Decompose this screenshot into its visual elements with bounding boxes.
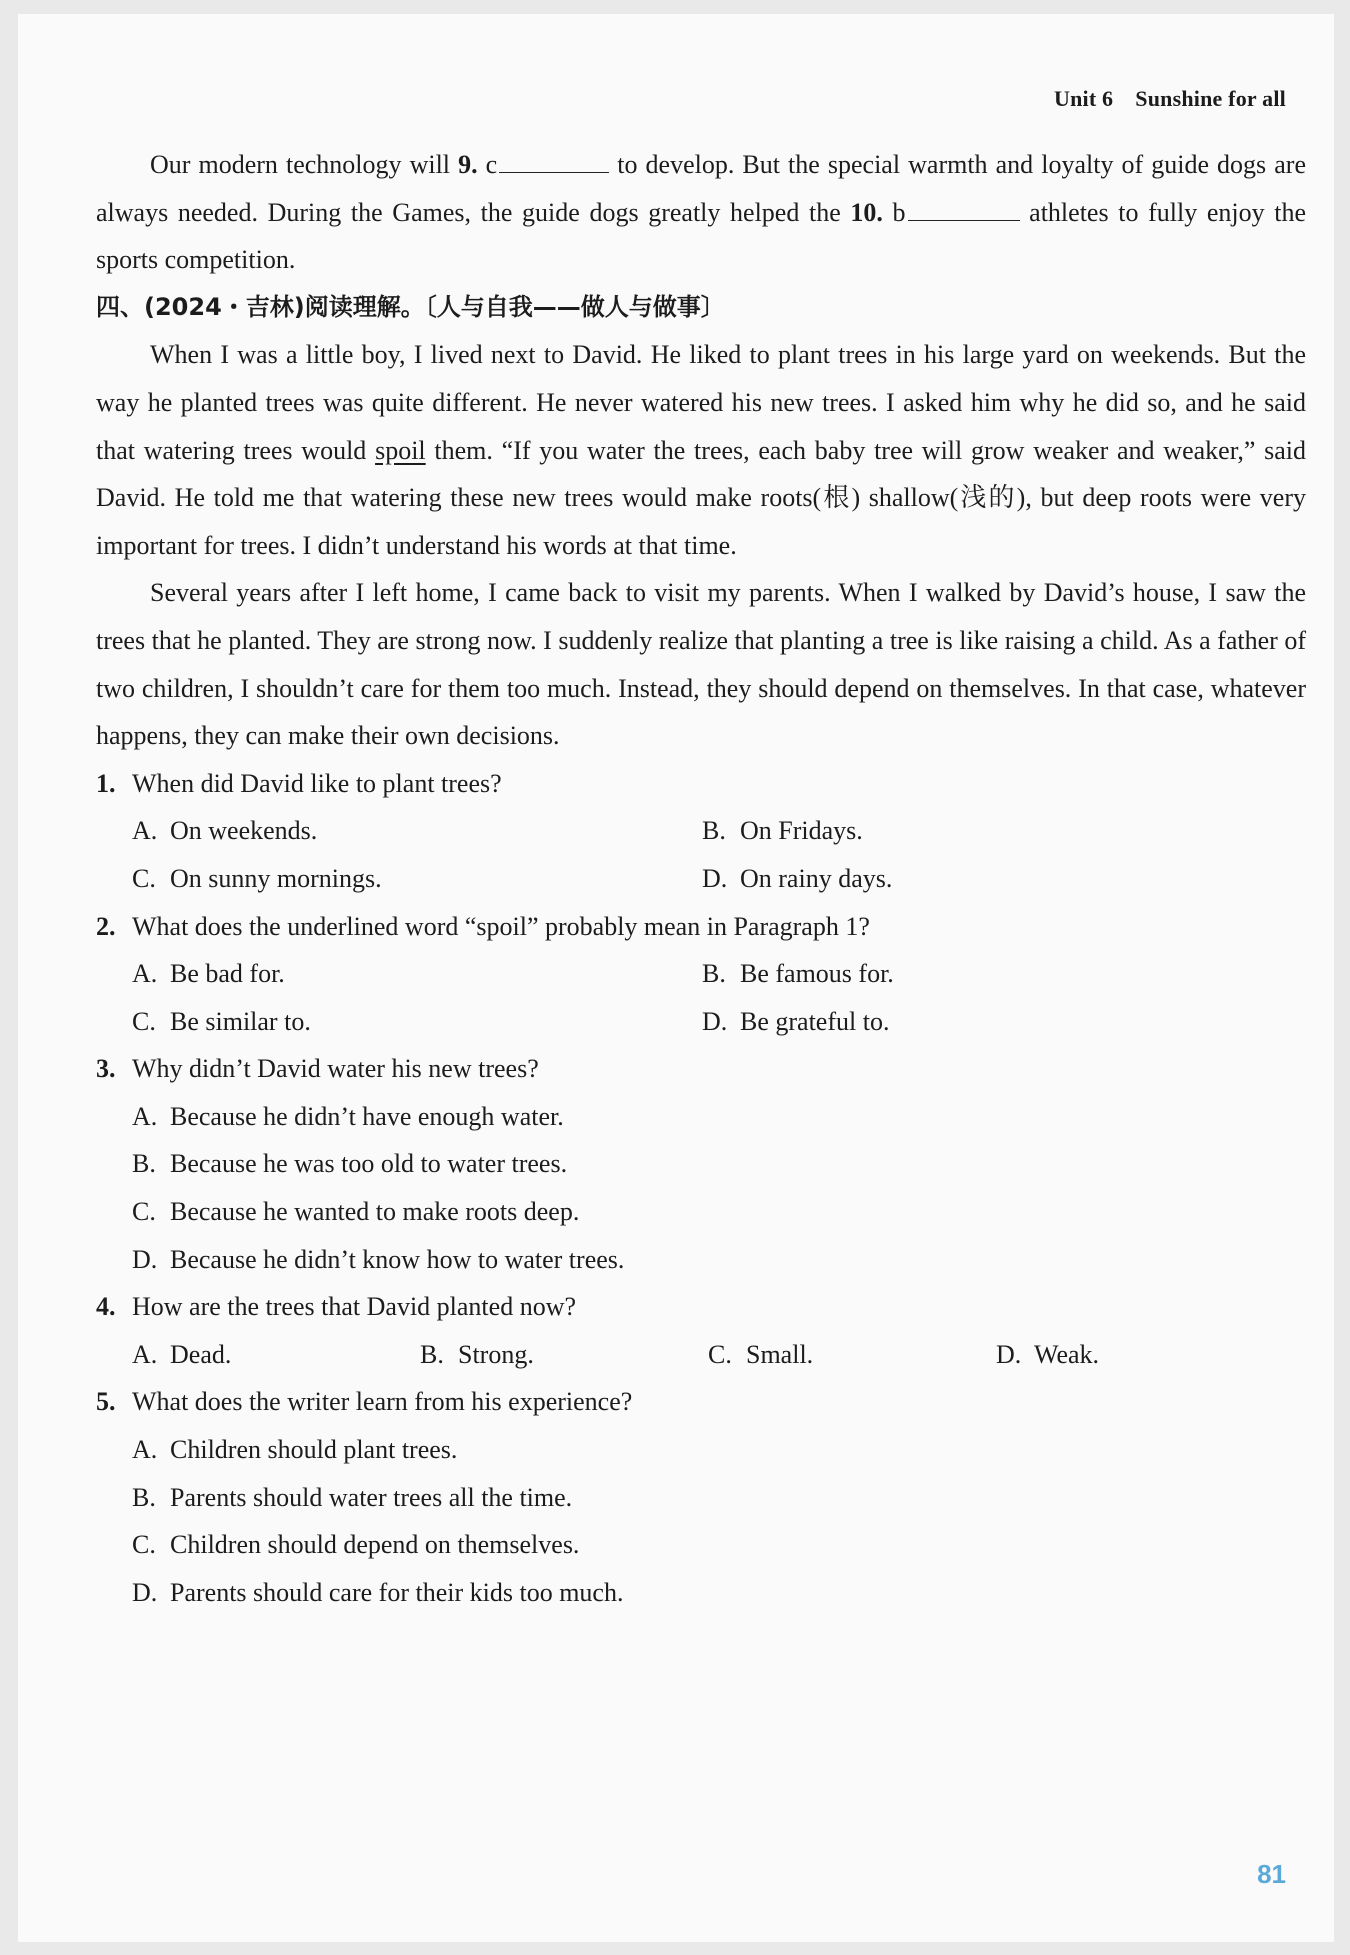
option-letter: D. xyxy=(996,1339,1022,1369)
question-3 xyxy=(96,1045,1306,1283)
cloze-text: to develop. But the special warmth and loyalty of guide dogs are always needed. During the Games, the guide dogs greatly helped the xyxy=(96,150,1306,227)
option-text: Small. xyxy=(746,1339,814,1369)
option-d[interactable] xyxy=(702,855,1272,903)
option-text: Because he wanted to make roots deep. xyxy=(170,1197,580,1227)
option-letter: D. xyxy=(132,1244,158,1274)
option-letter: A. xyxy=(132,816,158,846)
option-text: Be bad for. xyxy=(170,959,285,989)
answer-blank-10[interactable] xyxy=(908,196,1020,221)
option-c[interactable] xyxy=(132,998,702,1046)
question-4 xyxy=(96,1283,1306,1378)
option-d[interactable] xyxy=(702,998,1272,1046)
option-letter: A. xyxy=(132,1435,158,1465)
option-letter: A. xyxy=(132,1339,158,1369)
option-letter: B. xyxy=(132,1149,156,1179)
option-letter: D. xyxy=(132,1577,158,1607)
option-letter: B. xyxy=(702,816,726,846)
option-c[interactable] xyxy=(132,855,702,903)
question-5 xyxy=(96,1378,1306,1616)
option-a[interactable] xyxy=(132,1093,1306,1141)
option-letter: B. xyxy=(132,1482,156,1512)
option-a[interactable] xyxy=(132,807,702,855)
option-b[interactable] xyxy=(702,807,1272,855)
unit-title: Sunshine for all xyxy=(1135,86,1286,111)
option-c[interactable] xyxy=(132,1188,1306,1236)
page-content xyxy=(96,141,1306,1616)
section-tag: 〔人与自我——做人与做事〕 xyxy=(424,292,725,321)
option-letter: A. xyxy=(132,959,158,989)
question-number: 2. xyxy=(96,911,116,941)
option-text: On sunny mornings. xyxy=(170,863,382,893)
option-text: Children should plant trees. xyxy=(170,1435,458,1465)
cloze-text: athletes to fully enjoy the sports competition. xyxy=(96,197,1306,275)
page-header xyxy=(1054,86,1286,112)
question-text: When did David like to plant trees? xyxy=(132,768,502,798)
cloze-paragraph xyxy=(96,141,1306,284)
option-text: Because he was too old to water trees. xyxy=(170,1149,568,1179)
option-b[interactable] xyxy=(132,1140,1306,1188)
question-number: 3. xyxy=(96,1054,116,1084)
section-title: 四、(2024・吉林)阅读理解。 xyxy=(96,292,425,321)
cloze-text: Our modern technology will xyxy=(150,150,459,179)
option-c[interactable] xyxy=(132,1521,1306,1569)
option-letter: D. xyxy=(702,1006,728,1036)
option-d[interactable] xyxy=(132,1236,1306,1284)
question-number: 5. xyxy=(96,1387,116,1417)
underlined-word: spoil xyxy=(375,435,426,465)
option-text: Be grateful to. xyxy=(740,1006,890,1036)
question-text: Why didn’t David water his new trees? xyxy=(132,1054,539,1084)
cloze-hint-c: c xyxy=(477,150,498,179)
blank-number-9: 9. xyxy=(458,150,478,179)
option-c[interactable] xyxy=(708,1331,996,1379)
passage-paragraph-1 xyxy=(96,331,1306,569)
option-text: Dead. xyxy=(170,1339,232,1369)
option-d[interactable] xyxy=(996,1331,1284,1379)
option-text: Be similar to. xyxy=(170,1006,311,1036)
question-2 xyxy=(96,903,1306,1046)
option-text: Parents should care for their kids too much. xyxy=(170,1577,624,1607)
option-b[interactable] xyxy=(702,950,1272,998)
option-letter: B. xyxy=(420,1339,444,1369)
option-text: On weekends. xyxy=(170,816,318,846)
section-heading xyxy=(96,284,1306,332)
document-page xyxy=(18,14,1334,1942)
option-letter: A. xyxy=(132,1101,158,1131)
option-text: Parents should water trees all the time. xyxy=(170,1482,573,1512)
option-d[interactable] xyxy=(132,1569,1306,1617)
option-letter: C. xyxy=(708,1339,732,1369)
option-a[interactable] xyxy=(132,1331,420,1379)
cloze-hint-b: b xyxy=(882,197,906,227)
question-number: 1. xyxy=(96,768,116,798)
page-number: 81 xyxy=(1257,1859,1286,1889)
question-number: 4. xyxy=(96,1292,116,1322)
option-text: On Fridays. xyxy=(740,816,863,846)
passage-paragraph-2: Several years after I left home, I came back to visit my parents. When I walked by David’s house, I saw the trees that he planted. They are strong now. I suddenly realize that planting a tree is like raising a child. As a father of two children, I shouldn’t care for them too much. Instead, they should depend on themselves. In that case, whatever happens, they can make their own decisions. xyxy=(96,578,1306,751)
option-text: Strong. xyxy=(458,1339,534,1369)
option-letter: C. xyxy=(132,863,156,893)
option-text: Weak. xyxy=(1034,1339,1100,1369)
option-letter: B. xyxy=(702,959,726,989)
option-letter: C. xyxy=(132,1197,156,1227)
unit-label: Unit 6 xyxy=(1054,86,1114,111)
question-1 xyxy=(96,760,1306,903)
passage-text: them. “If you water the trees, each baby tree will grow weaker and weaker,” said David. He told me that watering these new trees would make roots(根) shallow(浅的), but deep roots were very important for trees. I didn’t understand his words at that time. xyxy=(96,435,1307,560)
option-letter: D. xyxy=(702,863,728,893)
question-text: What does the writer learn from his experience? xyxy=(132,1387,633,1417)
option-text: Because he didn’t have enough water. xyxy=(170,1101,564,1131)
option-a[interactable] xyxy=(132,1426,1306,1474)
blank-number-10: 10. xyxy=(850,197,883,227)
question-text: What does the underlined word “spoil” probably mean in Paragraph 1? xyxy=(132,911,870,941)
option-text: Be famous for. xyxy=(740,959,894,989)
option-text: On rainy days. xyxy=(740,863,893,893)
passage-text: When I was a little boy, I lived next to David. He liked to plant trees in his large yard on weekends. But the way he planted trees was quite different. He never watered his new trees. I asked him why he did so, and he said that watering trees would xyxy=(96,340,1306,465)
option-b[interactable] xyxy=(132,1474,1306,1522)
option-text: Because he didn’t know how to water trees. xyxy=(170,1244,625,1274)
option-b[interactable] xyxy=(420,1331,708,1379)
answer-blank-9[interactable] xyxy=(499,148,609,173)
question-text: How are the trees that David planted now? xyxy=(132,1292,577,1322)
option-text: Children should depend on themselves. xyxy=(170,1530,580,1560)
option-letter: C. xyxy=(132,1006,156,1036)
option-letter: C. xyxy=(132,1530,156,1560)
option-a[interactable] xyxy=(132,950,702,998)
